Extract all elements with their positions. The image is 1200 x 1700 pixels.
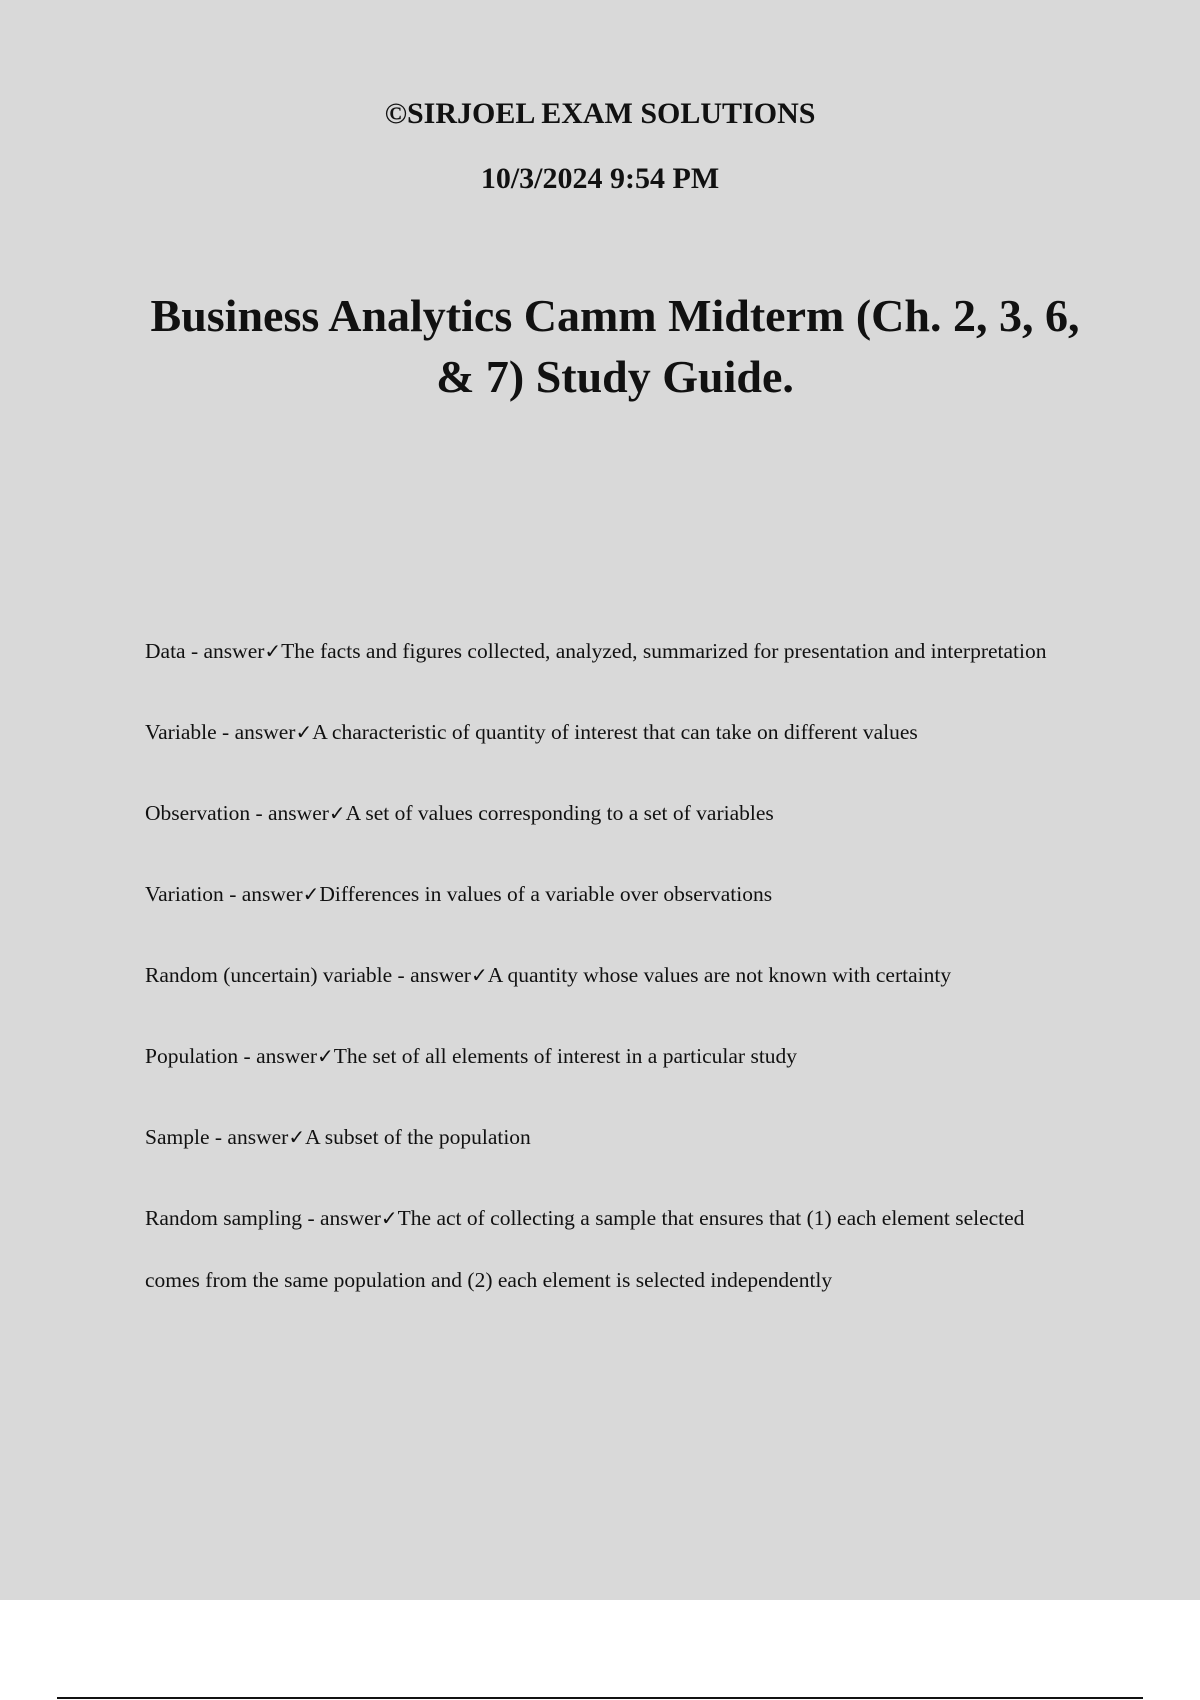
flashcard-entry: Random (uncertain) variable - answer✓A quantity whose values are not known with certainty <box>145 963 952 987</box>
entry-term: Random sampling <box>145 1206 303 1230</box>
entry-term: Sample <box>145 1125 210 1149</box>
entry-definition: The facts and figures collected, analyzed, summarized for presentation and interpretation <box>281 639 1047 663</box>
entry-definition: A set of values corresponding to a set of variables <box>345 801 774 825</box>
entry-term: Variation <box>145 882 224 906</box>
checkmark-icon: ✓ <box>302 882 320 906</box>
entry-definition: A characteristic of quantity of interest that can take on different values <box>312 720 918 744</box>
checkmark-icon: ✓ <box>264 639 282 663</box>
entry-term: Random (uncertain) variable <box>145 963 393 987</box>
flashcard-entry: Variation - answer✓Differences in values of a variable over observations <box>145 882 773 906</box>
flashcard-entry: Observation - answer✓A set of values corresponding to a set of variables <box>145 801 774 825</box>
entry-definition: The act of collecting a sample that ensures that (1) each element selected comes from the same population and (2) each element is selected independently <box>145 1206 1025 1292</box>
answer-label: answer <box>256 1044 317 1068</box>
checkmark-icon: ✓ <box>470 963 488 987</box>
checkmark-icon: ✓ <box>288 1125 306 1149</box>
entry-term: Observation <box>145 801 251 825</box>
flashcard-entry: Data - answer✓The facts and figures collected, analyzed, summarized for presentation and interpretation <box>145 639 1047 663</box>
flashcard-entry: Variable - answer✓A characteristic of quantity of interest that can take on different values <box>145 720 918 744</box>
answer-label: answer <box>241 882 303 906</box>
copyright-header: ©SIRJOEL EXAM SOLUTIONS <box>384 97 816 130</box>
answer-label: answer <box>227 1125 289 1149</box>
flashcard-entry: Population - answer✓The set of all elements of interest in a particular study <box>145 1044 798 1068</box>
timestamp-header: 10/3/2024 9:54 PM <box>480 162 720 195</box>
flashcard-entry: Sample - answer✓A subset of the population <box>145 1125 531 1149</box>
answer-label: answer <box>203 639 265 663</box>
answer-label: answer <box>268 801 329 825</box>
footer-rule <box>57 1697 1143 1699</box>
document-title: Business Analytics Camm Midterm (Ch. 2, 3, 6, & 7) Study Guide. <box>150 290 1080 402</box>
flashcard-list <box>145 620 1075 1330</box>
entry-term: Data <box>145 639 186 663</box>
answer-label: answer <box>234 720 296 744</box>
flashcard-entry: Random sampling - answer✓The act of collecting a sample that ensures that (1) each element selected comes from the same population and (2) each element is selected independently <box>145 1206 1025 1292</box>
checkmark-icon: ✓ <box>295 720 313 744</box>
entry-term: Population <box>145 1044 239 1068</box>
entry-definition: Differences in values of a variable over observations <box>319 882 773 906</box>
checkmark-icon: ✓ <box>380 1206 398 1230</box>
entry-definition: A quantity whose values are not known with certainty <box>487 963 952 987</box>
checkmark-icon: ✓ <box>316 1044 334 1068</box>
answer-label: answer <box>410 963 471 987</box>
entry-definition: The set of all elements of interest in a particular study <box>333 1044 798 1068</box>
checkmark-icon: ✓ <box>328 801 346 825</box>
answer-label: answer <box>319 1206 381 1230</box>
entry-term: Variable <box>145 720 217 744</box>
entry-definition: A subset of the population <box>305 1125 531 1149</box>
